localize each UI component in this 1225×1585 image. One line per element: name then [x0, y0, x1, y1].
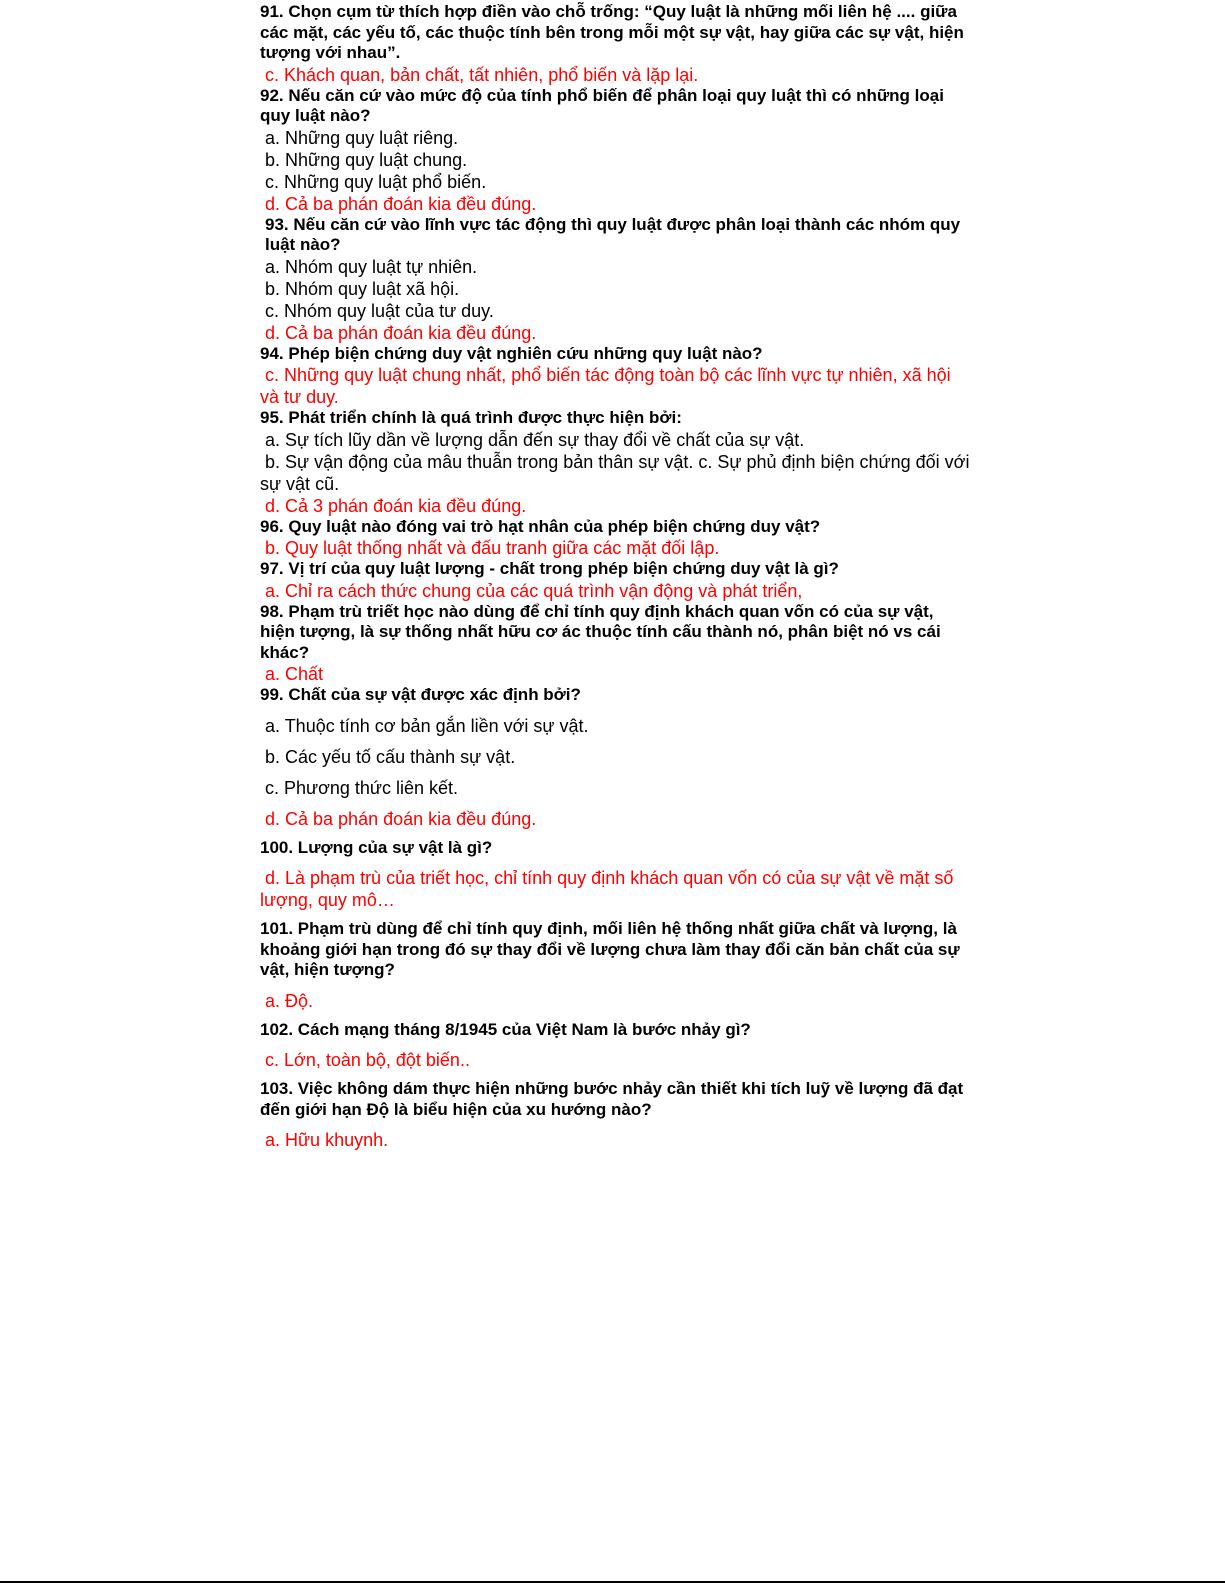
answer-101: a. Độ. [265, 990, 314, 1011]
question-103: 103. Việc không dám thực hiện những bước nhảy cần thiết khi tích luỹ về lượng đã đạt đến giới hạn Độ là biểu hiện của xu hướng nào? [260, 1079, 964, 1119]
question-101: 101. Phạm trù dùng để chỉ tính quy định, mối liên hệ thống nhất giữa chất và lượng, là khoảng giới hạn trong đó sự thay đổi về lượng chưa làm thay đổi căn bản chất của sự vật, hiện tượng? [260, 919, 960, 979]
option-92-a: a. Những quy luật riêng. [265, 127, 459, 148]
answer-98: a. Chất [265, 664, 324, 684]
answer-102: c. Lớn, toàn bộ, đột biến.. [265, 1050, 470, 1070]
answer-92: d. Cả ba phán đoán kia đều đúng. [265, 193, 537, 214]
option-95-bc: b. Sự vận động của mâu thuẫn trong bản thân sự vật. c. Sự phủ định biện chứng đối với sự vật cũ. [260, 451, 970, 494]
question-96: 96. Quy luật nào đóng vai trò hạt nhân của phép biện chứng duy vật? [260, 516, 821, 536]
option-99-c: c. Phương thức liên kết. [265, 777, 458, 798]
question-94: 94. Phép biện chứng duy vật nghiên cứu những quy luật nào? [260, 343, 763, 363]
answer-91: c. Khách quan, bản chất, tất nhiên, phổ biến và lặp lại. [265, 64, 699, 85]
question-95: 95. Phát triển chính là quá trình được thực hiện bởi: [260, 408, 682, 427]
option-92-b: b. Những quy luật chung. [265, 149, 468, 170]
option-99-a: a. Thuộc tính cơ bản gắn liền với sự vật. [265, 715, 589, 736]
answer-93: d. Cả ba phán đoán kia đều đúng. [265, 322, 537, 343]
question-91: 91. Chọn cụm từ thích hợp điền vào chỗ trống: “Quy luật là những mối liên hệ .... giữa các mặt, các yếu tố, các thuộc tính bên trong mỗi một sự vật, hay giữa các sự vật, hiện tượng với nhau”. [260, 2, 964, 62]
option-99-b: b. Các yếu tố cấu thành sự vật. [265, 746, 516, 767]
option-95-a: a. Sự tích lũy dần về lượng dẫn đến sự thay đổi về chất của sự vật. [265, 429, 805, 450]
question-98: 98. Phạm trù triết học nào dùng để chỉ tính quy định khách quan vốn có của sự vật, hiện tượng, là sự thống nhất hữu cơ ác thuộc tính cấu thành nó, phân biệt nó vs cái khác? [260, 601, 941, 662]
option-92-c: c. Những quy luật phổ biến. [265, 171, 487, 192]
question-102: 102. Cách mạng tháng 8/1945 của Việt Nam là bước nhảy gì? [260, 1019, 751, 1039]
option-93-a: a. Nhóm quy luật tự nhiên. [265, 256, 478, 277]
answer-94: c. Những quy luật chung nhất, phổ biến tác động toàn bộ các lĩnh vực tự nhiên, xã hội và tư duy. [260, 365, 951, 407]
question-99: 99. Chất của sự vật được xác định bởi? [260, 685, 581, 704]
answer-97: a. Chỉ ra cách thức chung của các quá trình vận động và phát triển, [265, 580, 803, 601]
option-93-b: b. Nhóm quy luật xã hội. [265, 278, 460, 299]
page-bottom-border [0, 1581, 1225, 1583]
question-97: 97. Vị trí của quy luật lượng - chất trong phép biện chứng duy vật là gì? [260, 559, 839, 578]
answer-100: d. Là phạm trù của triết học, chỉ tính quy định khách quan vốn có của sự vật về mặt số lượng, quy mô… [260, 868, 954, 910]
option-93-c: c. Nhóm quy luật của tư duy. [265, 300, 494, 321]
answer-103: a. Hữu khuynh. [265, 1130, 389, 1150]
answer-96: b. Quy luật thống nhất và đấu tranh giữa các mặt đối lập. [265, 538, 720, 558]
question-92: 92. Nếu căn cứ vào mức độ của tính phổ biến để phân loại quy luật thì có những loại quy luật nào? [260, 85, 944, 125]
answer-99: d. Cả ba phán đoán kia đều đúng. [265, 808, 537, 829]
answer-95: d. Cả 3 phán đoán kia đều đúng. [265, 495, 527, 516]
question-93: 93. Nếu căn cứ vào lĩnh vực tác động thì quy luật được phân loại thành các nhóm quy luật nào? [265, 214, 961, 254]
document-page [260, 2, 972, 1151]
question-100: 100. Lượng của sự vật là gì? [260, 837, 493, 857]
